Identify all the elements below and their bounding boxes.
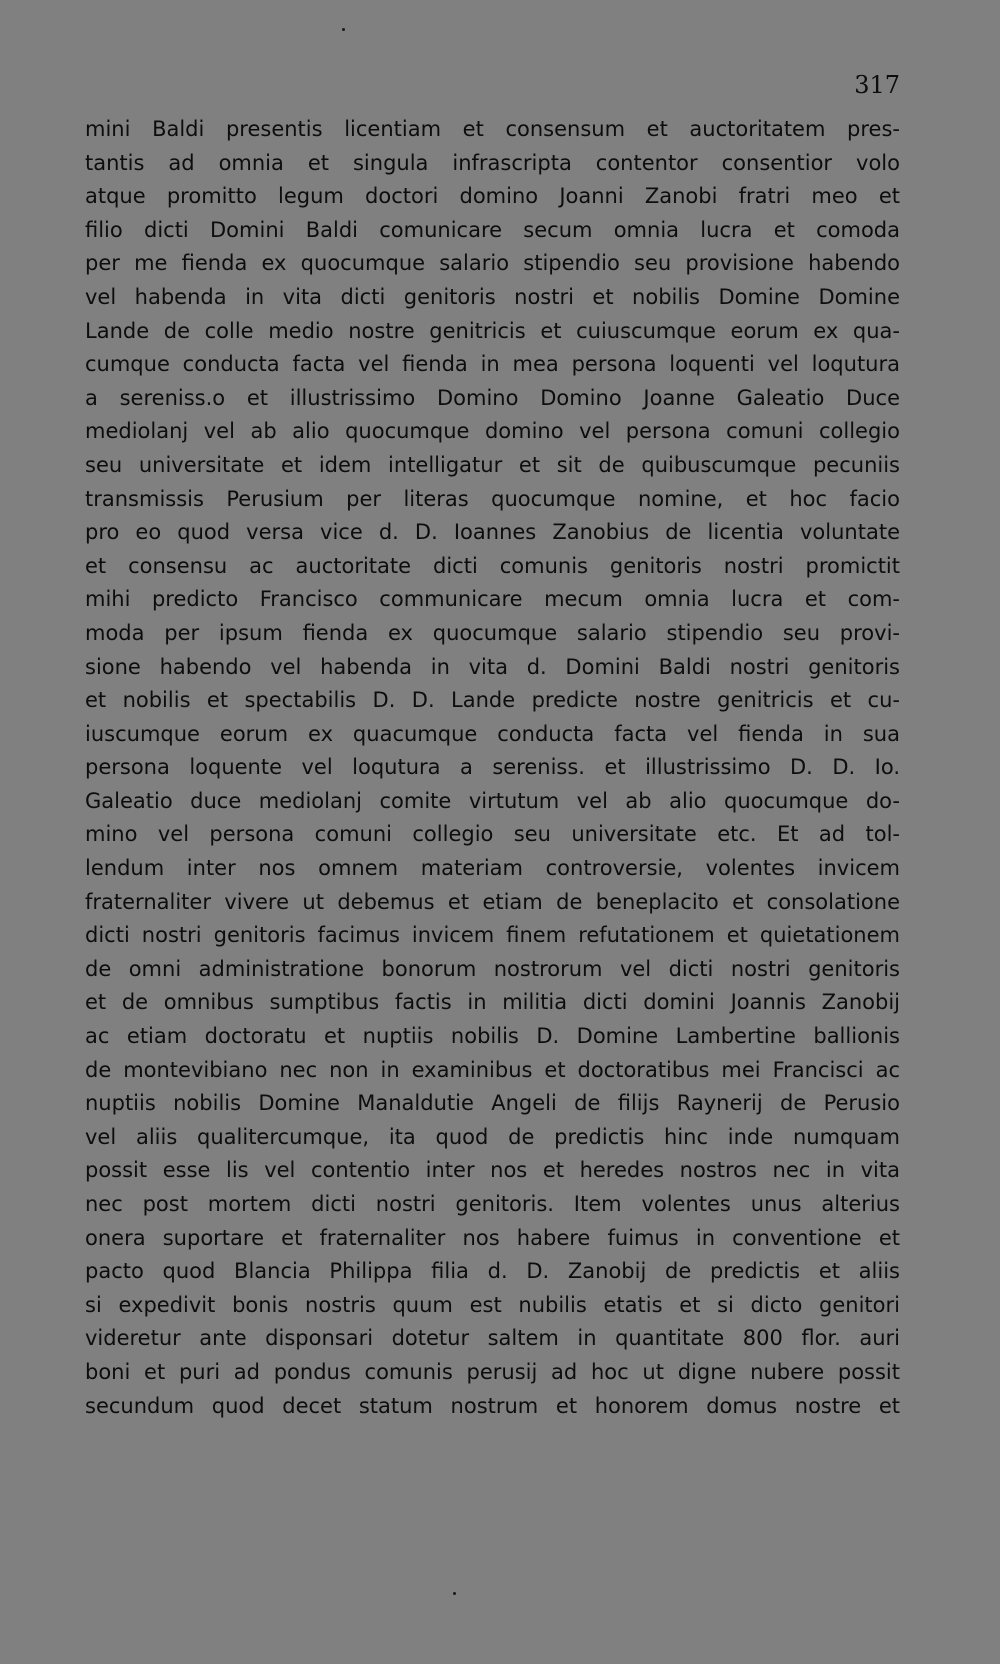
text-line: mihi predicto Francisco communicare mecum omnia lucra et com-: [85, 587, 900, 612]
scan-speck: [453, 1592, 456, 1595]
text-line: si expedivit bonis nostris quum est nubilis etatis et si dicto genitori: [85, 1292, 900, 1317]
page-number: 317: [854, 71, 900, 99]
body-text: [85, 113, 900, 1423]
text-line: videretur ante disponsari dotetur saltem in quantitate 800 flor. auri: [85, 1326, 900, 1351]
text-line: de montevibiano nec non in examinibus et doctoratibus mei Francisci ac: [85, 1057, 900, 1082]
text-line: ac etiam doctoratu et nuptiis nobilis D. Domine Lambertine ballionis: [85, 1024, 900, 1049]
text-line: tantis ad omnia et singula infrascripta contentor consentior volo: [85, 150, 900, 175]
text-line: dicti nostri genitoris facimus invicem finem refutationem et quietationem: [85, 923, 900, 948]
text-line: mini Baldi presentis licentiam et consensum et auctoritatem pres-: [85, 117, 900, 141]
text-line: Galeatio duce mediolanj comite virtutum vel ab alio quocumque do-: [85, 788, 900, 813]
text-line: et de omnibus sumptibus factis in militia dicti domini Joannis Zanobij: [85, 990, 900, 1015]
text-line: nuptiis nobilis Domine Manaldutie Angeli de filijs Raynerij de Perusio: [85, 1091, 900, 1116]
text-line: persona loquente vel loqutura a sereniss. et illustrissimo D. D. Io.: [85, 755, 900, 780]
text-line: et nobilis et spectabilis D. D. Lande predicte nostre genitricis et cu-: [85, 688, 900, 713]
text-line: de omni administratione bonorum nostrorum vel dicti nostri genitoris: [85, 956, 900, 981]
scan-speck: [342, 28, 345, 31]
text-line: mediolanj vel ab alio quocumque domino vel persona comuni collegio: [85, 419, 900, 444]
text-line: onera suportare et fraternaliter nos habere fuimus in conventione et: [85, 1225, 900, 1250]
text-line: atque promitto legum doctori domino Joanni Zanobi fratri meo et: [85, 184, 900, 209]
text-line: Lande de colle medio nostre genitricis et cuiuscumque eorum ex qua-: [85, 318, 900, 343]
text-line: vel aliis qualitercumque, ita quod de predictis hinc inde numquam: [85, 1124, 900, 1149]
text-line: seu universitate et idem intelligatur et sit de quibuscumque pecuniis: [85, 452, 900, 477]
text-line: pacto quod Blancia Philippa filia d. D. Zanobij de predictis et aliis: [85, 1259, 900, 1284]
text-line: cumque conducta facta vel fienda in mea persona loquenti vel loqutura: [85, 352, 900, 377]
text-line: et consensu ac auctoritate dicti comunis genitoris nostri promictit: [85, 553, 900, 578]
text-line: lendum inter nos omnem materiam controversie, volentes invicem: [85, 856, 900, 881]
text-line: iuscumque eorum ex quacumque conducta facta vel fienda in sua: [85, 721, 900, 746]
text-line: per me fienda ex quocumque salario stipendio seu provisione habendo: [85, 251, 900, 276]
text-line: possit esse lis vel contentio inter nos et heredes nostros nec in vita: [85, 1158, 900, 1183]
text-line: boni et puri ad pondus comunis perusij ad hoc ut digne nubere possit: [85, 1359, 900, 1384]
text-line: sione habendo vel habenda in vita d. Domini Baldi nostri genitoris: [85, 654, 900, 679]
text-line: nec post mortem dicti nostri genitoris. Item volentes unus alterius: [85, 1192, 900, 1216]
text-line: fraternaliter vivere ut debemus et etiam de beneplacito et consolatione: [85, 889, 900, 914]
text-line: mino vel persona comuni collegio seu universitate etc. Et ad tol-: [85, 822, 900, 847]
text-line: vel habenda in vita dicti genitoris nostri et nobilis Domine Domine: [85, 284, 900, 309]
text-line: pro eo quod versa vice d. D. Ioannes Zanobius de licentia voluntate: [85, 520, 900, 545]
text-line: transmissis Perusium per literas quocumque nomine, et hoc facio: [85, 486, 900, 511]
text-line: filio dicti Domini Baldi comunicare secum omnia lucra et comoda: [85, 217, 900, 242]
text-line: a sereniss.o et illustrissimo Domino Domino Joanne Galeatio Duce: [85, 385, 900, 410]
text-line: moda per ipsum fienda ex quocumque salario stipendio seu provi-: [85, 620, 900, 645]
text-line: secundum quod decet statum nostrum et honorem domus nostre et: [85, 1393, 900, 1418]
